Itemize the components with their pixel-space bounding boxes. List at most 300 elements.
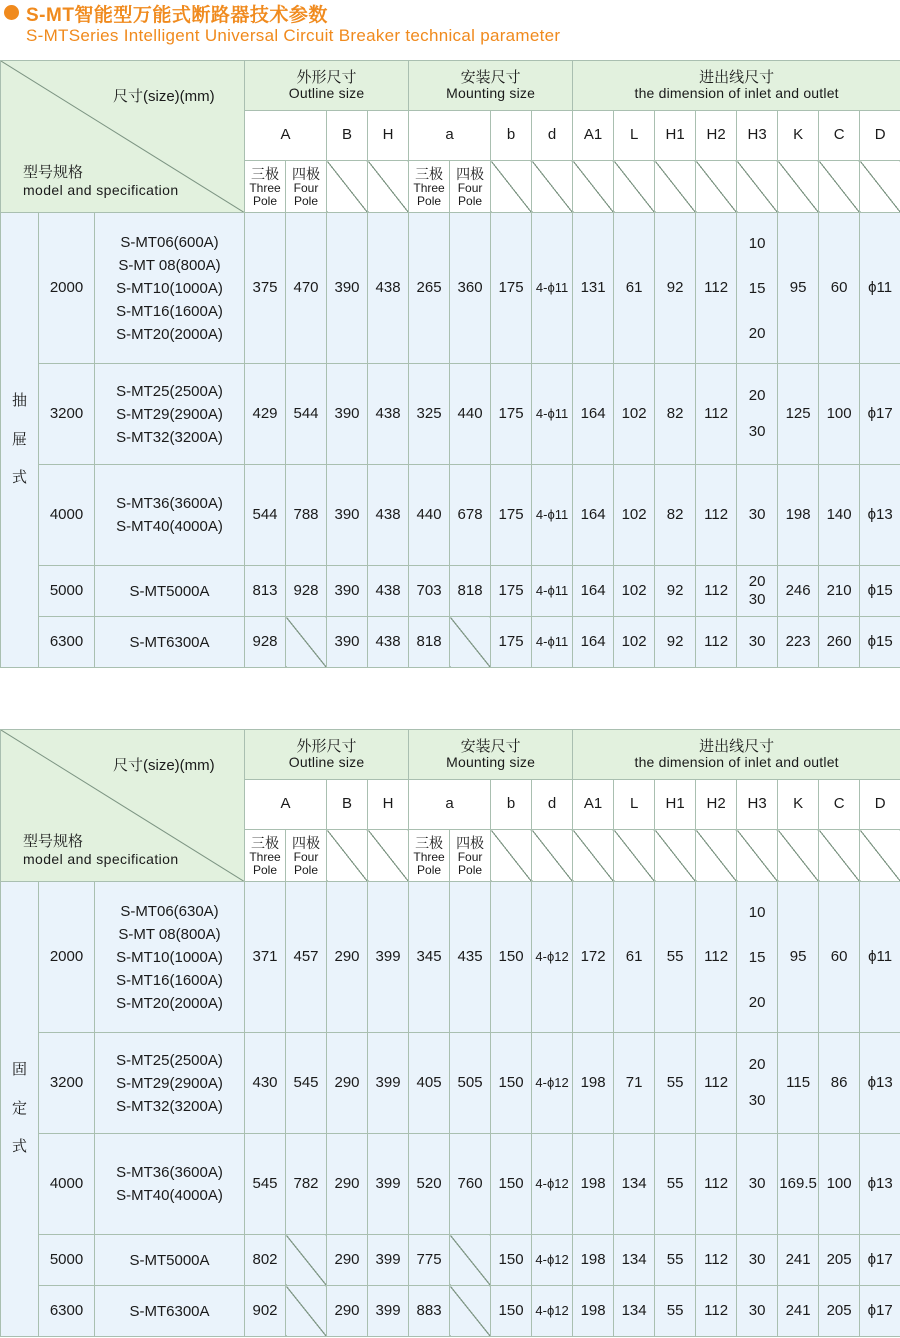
inlet-A1-value: 198 [580, 1174, 606, 1192]
col-header-A [245, 111, 327, 161]
empty-slash-cell [737, 161, 778, 213]
mount-b-value: 175 [498, 404, 524, 422]
inlet-H2-cell [696, 1235, 737, 1286]
rating-value: 4000 [49, 1174, 84, 1192]
inlet-H3-value: 10 [748, 903, 766, 921]
pole-en: Pole [253, 862, 278, 877]
col-label-K: K [793, 795, 804, 813]
mount-b-cell [491, 364, 532, 465]
three-pole-en: Three [413, 849, 445, 864]
mount-a-four-pole-value: 360 [457, 278, 483, 296]
inlet-K-value: 95 [789, 947, 807, 965]
mount-a-four-pole-value: 818 [457, 581, 483, 599]
mount-a-three-pole-cell [409, 1033, 450, 1134]
col-header-H2 [696, 111, 737, 161]
model-name: S-MT6300A [129, 1302, 210, 1320]
inlet-L-cell [614, 1286, 655, 1337]
col-label-A1: A1 [583, 126, 603, 144]
col-label-d: d [547, 795, 557, 813]
inlet-H1-cell [655, 1134, 696, 1235]
col-header-d [532, 780, 573, 830]
inlet-H3-cell [737, 1033, 778, 1134]
outline-A-four-pole-value: 928 [293, 581, 319, 599]
outline-H-value: 399 [375, 947, 401, 965]
inlet-C-value: 140 [826, 505, 852, 523]
inlet-H3-cell [737, 1235, 778, 1286]
three-pole-cn: 三极 [415, 165, 444, 182]
empty-slash-cell [573, 161, 614, 213]
inlet-H1-value: 92 [666, 278, 684, 296]
outline-B-value: 390 [334, 505, 360, 523]
inlet-C-value: 100 [826, 404, 852, 422]
four-pole-header [450, 161, 491, 213]
outline-A-three-pole-value: 802 [252, 1250, 278, 1268]
inlet-D-cell [860, 1286, 900, 1337]
inlet-H3-value: 30 [748, 633, 766, 650]
type-char: 抽 [11, 392, 27, 410]
outline-A-three-pole-cell [245, 364, 286, 465]
inlet-A1-value: 172 [580, 947, 606, 965]
model-cell [95, 364, 245, 465]
mount-d-cell [532, 617, 573, 668]
rating-value: 4000 [49, 505, 84, 523]
empty-slash-cell [573, 830, 614, 882]
inlet-D-value: ϕ13 [867, 1174, 893, 1192]
outline-H-cell [368, 1235, 409, 1286]
col-label-C: C [833, 795, 845, 813]
mount-d-value: 4-ϕ12 [535, 1302, 569, 1318]
outline-A-three-pole-value: 375 [252, 278, 278, 296]
inlet-K-value: 169.5 [779, 1174, 817, 1192]
outline-A-three-pole-cell [245, 213, 286, 364]
mount-a-three-pole-value: 520 [416, 1174, 442, 1192]
inlet-D-cell [860, 465, 900, 566]
outline-A-four-pole-cell [286, 364, 327, 465]
mount-d-cell [532, 364, 573, 465]
inlet-H3-value: 20 [748, 1056, 766, 1073]
rating-cell [39, 364, 95, 465]
inlet-H3-cell [737, 465, 778, 566]
mount-a-three-pole-cell [409, 1134, 450, 1235]
inlet-A1-cell [573, 213, 614, 364]
col-header-H [368, 780, 409, 830]
inlet-L-cell [614, 465, 655, 566]
outline-B-cell [327, 465, 368, 566]
inlet-L-value: 71 [625, 1073, 643, 1091]
three-pole-en: Three [249, 180, 281, 195]
type-char: 式 [11, 1138, 27, 1156]
four-pole-header [450, 830, 491, 882]
inlet-A1-cell [573, 465, 614, 566]
mount-d-value: 4-ϕ11 [535, 279, 569, 295]
mounting-label-cn: 安装尺寸 [460, 68, 521, 86]
empty-slash-cell [327, 161, 368, 213]
inlet-D-cell [860, 617, 900, 668]
pole-en: Pole [458, 862, 483, 877]
inlet-H2-cell [696, 1134, 737, 1235]
outline-A-three-pole-cell [245, 1235, 286, 1286]
col-label-B: B [342, 795, 353, 813]
mount-d-value: 4-ϕ12 [535, 1175, 569, 1191]
col-header-A1 [573, 111, 614, 161]
rating-cell [39, 465, 95, 566]
inlet-A1-value: 131 [580, 278, 606, 296]
inlet-D-value: ϕ15 [867, 632, 893, 650]
three-pole-header [409, 161, 450, 213]
mount-a-three-pole-value: 405 [416, 1073, 442, 1091]
model-name: S-MT 08(800A) [118, 925, 221, 943]
inlet-L-cell [614, 1235, 655, 1286]
inlet-H3-cell [737, 1134, 778, 1235]
empty-slash-cell [368, 830, 409, 882]
three-pole-cn: 三极 [251, 834, 280, 851]
inlet-C-value: 210 [826, 581, 852, 599]
inlet-C-cell [819, 465, 860, 566]
type-char: 式 [11, 469, 27, 487]
col-label-K: K [793, 126, 804, 144]
outline-H-cell [368, 465, 409, 566]
model-cell [95, 566, 245, 617]
inlet-D-cell [860, 213, 900, 364]
inlet-C-cell [819, 1235, 860, 1286]
mount-a-three-pole-value: 440 [416, 505, 442, 523]
empty-slash-cell [286, 1286, 327, 1337]
outline-H-cell [368, 617, 409, 668]
inlet-K-cell [778, 882, 819, 1033]
inlet-H3-value: 30 [748, 1302, 766, 1319]
bullet-dot-icon [4, 5, 19, 20]
pole-en: Pole [294, 193, 319, 208]
inlet-A1-value: 164 [580, 404, 606, 422]
col-header-B [327, 111, 368, 161]
outline-B-cell [327, 1033, 368, 1134]
outline-H-value: 438 [375, 505, 401, 523]
empty-slash-cell [532, 830, 573, 882]
inlet-L-value: 134 [621, 1301, 647, 1319]
inlet-H2-cell [696, 1286, 737, 1337]
outline-B-value: 390 [334, 404, 360, 422]
inlet-L-value: 134 [621, 1250, 647, 1268]
outline-A-four-pole-cell [286, 882, 327, 1033]
empty-slash-cell [450, 1286, 491, 1337]
model-cell [95, 1033, 245, 1134]
col-header-K [778, 111, 819, 161]
inlet-K-cell [778, 465, 819, 566]
mount-d-cell [532, 213, 573, 364]
mount-d-cell [532, 1033, 573, 1134]
outline-H-value: 438 [375, 278, 401, 296]
four-pole-cn: 四极 [456, 165, 485, 182]
inlet-H1-value: 82 [666, 404, 684, 422]
inlet-H1-value: 55 [666, 947, 684, 965]
col-label-H: H [382, 126, 394, 144]
inlet-H1-cell [655, 465, 696, 566]
inlet-C-cell [819, 213, 860, 364]
inlet-H3-cell [737, 617, 778, 668]
col-label-L: L [629, 126, 639, 144]
inlet-D-value: ϕ11 [868, 947, 893, 965]
col-header-B [327, 780, 368, 830]
inlet-A1-cell [573, 1286, 614, 1337]
outline-A-four-pole-value: 545 [293, 1073, 319, 1091]
inlet-D-value: ϕ15 [867, 581, 893, 599]
rating-value: 6300 [49, 1301, 84, 1319]
col-label-A1: A1 [583, 795, 603, 813]
mount-d-cell [532, 1235, 573, 1286]
empty-slash-cell [327, 830, 368, 882]
mount-a-three-pole-cell [409, 617, 450, 668]
model-name: S-MT5000A [129, 582, 210, 600]
outline-B-value: 390 [334, 581, 360, 599]
rating-value: 5000 [49, 581, 84, 599]
outline-A-four-pole-value: 544 [293, 404, 319, 422]
rating-cell [39, 1286, 95, 1337]
outline-H-cell [368, 1134, 409, 1235]
inlet-label-cn: 进出线尺寸 [699, 68, 775, 86]
col-header-D [860, 780, 900, 830]
outline-H-cell [368, 213, 409, 364]
mount-a-three-pole-value: 883 [416, 1301, 442, 1319]
inlet-H2-cell [696, 617, 737, 668]
model-name: S-MT29(2900A) [116, 405, 223, 423]
rating-cell [39, 1134, 95, 1235]
inlet-C-value: 60 [830, 278, 848, 296]
inlet-C-value: 60 [830, 947, 848, 965]
col-label-D: D [874, 126, 886, 144]
col-header-A1 [573, 780, 614, 830]
mount-a-three-pole-cell [409, 566, 450, 617]
empty-slash-cell [860, 161, 900, 213]
inlet-L-cell [614, 566, 655, 617]
inlet-H1-cell [655, 364, 696, 465]
empty-slash-cell [450, 1235, 491, 1286]
col-label-A: A [280, 126, 291, 144]
inlet-H3-value: 10 [748, 234, 766, 252]
outline-A-three-pole-value: 545 [252, 1174, 278, 1192]
col-label-C: C [833, 126, 845, 144]
empty-slash-cell [532, 161, 573, 213]
empty-slash-cell [368, 161, 409, 213]
model-label-cn: 型号规格 [23, 164, 84, 181]
outline-H-cell [368, 1033, 409, 1134]
mount-d-value: 4-ϕ11 [535, 405, 569, 421]
col-header-H3 [737, 780, 778, 830]
outline-B-cell [327, 1286, 368, 1337]
mount-d-value: 4-ϕ11 [535, 582, 569, 598]
inlet-H2-value: 112 [704, 505, 729, 523]
inlet-C-value: 260 [826, 632, 852, 650]
inlet-L-cell [614, 882, 655, 1033]
size-unit-label: 尺寸(size)(mm) [113, 88, 215, 105]
outline-H-cell [368, 882, 409, 1033]
outline-A-four-pole-cell [286, 1134, 327, 1235]
inlet-H3-value: 20 [748, 324, 766, 342]
mounting-label-en: Mounting size [446, 85, 536, 102]
inlet-H3-value: 20 [748, 387, 766, 404]
mount-b-value: 150 [498, 1174, 524, 1192]
mount-a-three-pole-cell [409, 465, 450, 566]
outline-label-cn: 外形尺寸 [296, 737, 357, 755]
inlet-H3-value: 30 [748, 1092, 766, 1109]
mount-a-three-pole-value: 703 [416, 581, 442, 599]
inlet-D-value: ϕ13 [867, 1073, 893, 1091]
inlet-H3-value: 15 [748, 948, 766, 966]
inlet-D-value: ϕ11 [868, 278, 893, 296]
mount-a-four-pole-cell [450, 1033, 491, 1134]
type-char: 固 [11, 1061, 27, 1079]
inlet-outlet-header [573, 61, 900, 111]
mount-a-three-pole-value: 775 [416, 1250, 442, 1268]
inlet-A1-value: 198 [580, 1250, 606, 1268]
model-cell [95, 1134, 245, 1235]
four-pole-header [286, 830, 327, 882]
inlet-H1-cell [655, 617, 696, 668]
pole-en: Pole [417, 193, 442, 208]
outline-A-three-pole-cell [245, 465, 286, 566]
model-cell [95, 1235, 245, 1286]
outline-H-cell [368, 566, 409, 617]
rating-value: 3200 [49, 1073, 84, 1091]
outline-A-three-pole-cell [245, 1286, 286, 1337]
col-header-a [409, 780, 491, 830]
col-header-a [409, 111, 491, 161]
mount-a-three-pole-cell [409, 1286, 450, 1337]
mount-d-value: 4-ϕ11 [535, 633, 569, 649]
rating-cell [39, 566, 95, 617]
three-pole-cn: 三极 [251, 165, 280, 182]
empty-slash-cell [778, 830, 819, 882]
empty-slash-cell [737, 830, 778, 882]
outline-A-four-pole-value: 470 [293, 278, 319, 296]
inlet-H3-cell [737, 566, 778, 617]
inlet-label-cn: 进出线尺寸 [699, 737, 775, 755]
rating-cell [39, 1033, 95, 1134]
mount-b-value: 150 [498, 1250, 524, 1268]
col-label-B: B [342, 126, 353, 144]
model-name: S-MT25(2500A) [116, 1051, 223, 1069]
inlet-C-cell [819, 1286, 860, 1337]
model-name: S-MT5000A [129, 1251, 210, 1269]
outline-B-cell [327, 213, 368, 364]
outline-A-three-pole-value: 928 [252, 632, 278, 650]
model-cell [95, 213, 245, 364]
inlet-L-cell [614, 1033, 655, 1134]
inlet-H1-value: 55 [666, 1174, 684, 1192]
col-header-C [819, 780, 860, 830]
inlet-H1-value: 55 [666, 1250, 684, 1268]
type-char: 定 [11, 1099, 27, 1117]
four-pole-en: Four [293, 849, 319, 864]
pole-en: Pole [294, 862, 319, 877]
inlet-K-value: 125 [785, 404, 811, 422]
inlet-H3-value: 15 [748, 279, 766, 297]
empty-slash-cell [286, 617, 327, 668]
col-header-K [778, 780, 819, 830]
col-label-L: L [629, 795, 639, 813]
pole-en: Pole [417, 862, 442, 877]
col-label-H3: H3 [747, 795, 767, 813]
col-header-A [245, 780, 327, 830]
empty-slash-cell [491, 830, 532, 882]
col-header-L [614, 111, 655, 161]
inlet-L-value: 102 [621, 505, 647, 523]
three-pole-header [409, 830, 450, 882]
inlet-H1-value: 92 [666, 632, 684, 650]
three-pole-en: Three [249, 849, 281, 864]
inlet-H3-value: 20 [748, 993, 766, 1011]
mount-d-value: 4-ϕ11 [535, 506, 569, 522]
inlet-H1-value: 55 [666, 1301, 684, 1319]
inlet-H1-cell [655, 1235, 696, 1286]
inlet-H1-value: 92 [666, 581, 684, 599]
empty-slash-cell [819, 830, 860, 882]
inlet-H2-cell [696, 364, 737, 465]
mount-a-three-pole-value: 265 [416, 278, 442, 296]
inlet-A1-value: 198 [580, 1301, 606, 1319]
inlet-D-value: ϕ17 [867, 1250, 893, 1268]
mount-type-label [1, 882, 39, 1337]
col-label-b: b [506, 795, 516, 813]
outline-A-four-pole-cell [286, 465, 327, 566]
inlet-K-cell [778, 1235, 819, 1286]
outline-A-three-pole-cell [245, 882, 286, 1033]
inlet-H2-cell [696, 566, 737, 617]
model-label-en: model and specification [23, 182, 179, 198]
outline-B-value: 390 [334, 278, 360, 296]
inlet-K-value: 246 [785, 581, 811, 599]
outline-B-value: 290 [334, 1174, 360, 1192]
model-name: S-MT32(3200A) [116, 428, 223, 446]
col-label-b: b [506, 126, 516, 144]
inlet-H3-value: 30 [748, 591, 766, 608]
inlet-label-en: the dimension of inlet and outlet [634, 85, 839, 102]
mount-b-cell [491, 1286, 532, 1337]
mount-a-four-pole-value: 678 [457, 505, 483, 523]
mount-a-three-pole-value: 325 [416, 404, 442, 422]
outline-B-cell [327, 364, 368, 465]
rating-cell [39, 882, 95, 1033]
size-unit-label: 尺寸(size)(mm) [113, 757, 215, 774]
mount-b-cell [491, 1033, 532, 1134]
outline-A-three-pole-value: 371 [252, 947, 278, 965]
col-header-b [491, 780, 532, 830]
outline-label-en: Outline size [288, 754, 365, 771]
col-label-H3: H3 [747, 126, 767, 144]
inlet-H1-cell [655, 1286, 696, 1337]
inlet-K-value: 223 [785, 632, 811, 650]
model-name: S-MT06(630A) [120, 902, 219, 920]
inlet-C-cell [819, 364, 860, 465]
outline-B-value: 290 [334, 1073, 360, 1091]
empty-slash-cell [819, 161, 860, 213]
inlet-C-value: 205 [826, 1250, 852, 1268]
model-name: S-MT36(3600A) [116, 495, 223, 512]
model-cell [95, 465, 245, 566]
inlet-C-cell [819, 1134, 860, 1235]
inlet-H3-value: 30 [748, 423, 766, 440]
four-pole-header [286, 161, 327, 213]
rating-value: 2000 [49, 278, 84, 296]
mounting-size-header [409, 730, 573, 780]
model-name: S-MT16(1600A) [116, 971, 223, 989]
inlet-D-value: ϕ17 [867, 404, 893, 422]
inlet-C-cell [819, 617, 860, 668]
outline-A-three-pole-cell [245, 1033, 286, 1134]
inlet-H3-cell [737, 364, 778, 465]
inlet-C-value: 86 [830, 1073, 848, 1091]
empty-slash-cell [696, 161, 737, 213]
outline-B-cell [327, 1134, 368, 1235]
